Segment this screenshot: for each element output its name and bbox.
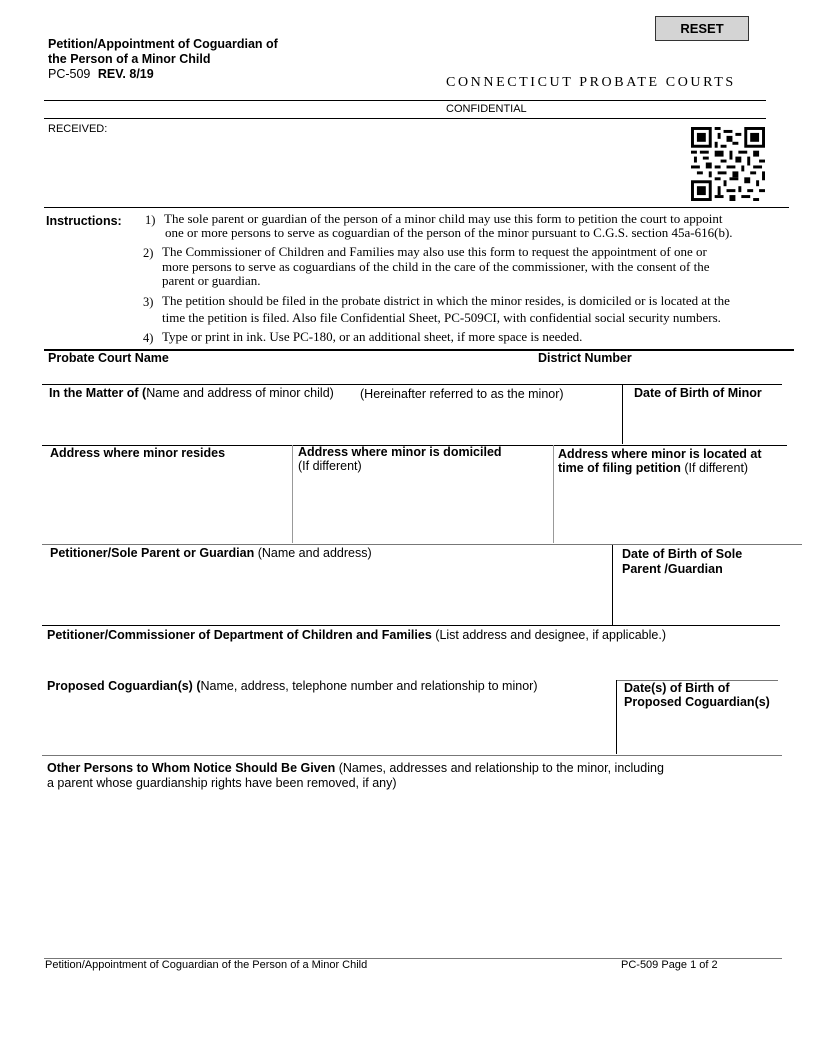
addr-located-field[interactable]	[556, 478, 796, 540]
qr-code	[690, 127, 766, 201]
addr-located-label-line1: Address where minor is located at	[558, 447, 762, 461]
dob-minor-label	[634, 386, 762, 401]
dob-parent-label-line2: Parent /Guardian	[622, 562, 723, 576]
address-divider-2	[553, 445, 554, 543]
notice-top-rule	[42, 755, 782, 756]
reset-button[interactable]: RESET	[655, 16, 749, 41]
dob-coguardian-field[interactable]	[620, 711, 780, 751]
addr-located-note: (If different)	[684, 461, 749, 475]
confidential-rule	[44, 118, 766, 119]
addr-domiciled-field[interactable]	[296, 478, 548, 540]
instruction-3-line2: time the petition is filed. Also file Confidential Sheet, PC-509CI, with confidential social security numbers.	[162, 310, 721, 325]
coguardian-field[interactable]	[46, 696, 610, 750]
petitioner-top-rule	[42, 544, 802, 545]
footer-title: Petition/Appointment of Coguardian of the Person of a Minor Child	[45, 959, 368, 971]
matter-note-2: (Hereinafter referred to as the minor)	[360, 387, 564, 401]
form-id	[48, 67, 154, 82]
coguardian-label-bold: Proposed Coguardian(s) (	[47, 679, 201, 693]
instruction-2-line3: parent or guardian.	[162, 273, 261, 288]
notice-note: (Names, addresses and relationship to the minor, including	[338, 761, 664, 775]
petitioner-note: (Name and address)	[257, 546, 372, 560]
form-title-line1: Petition/Appointment of Coguardian of	[48, 37, 278, 51]
probate-court-name-label: Probate Court Name	[48, 351, 169, 365]
instruction-number: 2)	[143, 246, 154, 260]
matter-note: Name and address of minor child)	[146, 386, 334, 400]
instruction-number: 1)	[145, 213, 156, 227]
petitioner-divider	[612, 545, 613, 625]
matter-label	[49, 386, 334, 401]
form-number: PC-509	[48, 67, 91, 81]
petitioner-field[interactable]	[46, 563, 606, 621]
notice-note-2: a parent whose guardianship rights have been removed, if any)	[47, 776, 397, 790]
district-number-label: District Number	[538, 351, 632, 365]
revision: REV. 8/19	[97, 67, 154, 81]
addr-resides-field[interactable]	[46, 464, 286, 540]
instruction-4-line1: Type or print in ink. Use PC-180, or an additional sheet, if more space is needed.	[162, 329, 583, 344]
probate-court-field[interactable]	[46, 366, 786, 384]
dob-parent-field[interactable]	[618, 579, 778, 621]
dob-parent-label-line1: Date of Birth of Sole	[622, 547, 743, 561]
notice-field[interactable]	[46, 795, 776, 950]
instruction-3-line1: The petition should be filed in the probate district in which the minor resides, is domiciled or is located at the	[162, 293, 730, 308]
dob-coguardian-label-line2: Proposed Coguardian(s)	[624, 695, 770, 709]
instruction-number: 3)	[143, 295, 154, 309]
matter-top-rule	[42, 384, 782, 385]
petitioner-label	[50, 546, 372, 561]
instructions-heading: Instructions:	[46, 214, 122, 228]
addr-resides-label: Address where minor resides	[50, 446, 226, 460]
court-name: CONNECTICUT PROBATE COURTS	[446, 75, 736, 90]
commissioner-label-bold: Petitioner/Commissioner of Department of Children and Families	[47, 628, 432, 642]
commissioner-top-rule	[42, 625, 780, 626]
address-divider-1	[292, 445, 293, 543]
coguardian-divider	[616, 680, 617, 754]
minor-name-address-field[interactable]	[46, 403, 618, 441]
received-label: RECEIVED:	[48, 123, 108, 135]
instructions-top-rule	[44, 207, 789, 208]
coguardian-label	[47, 679, 537, 694]
addr-located-label-line2	[558, 461, 748, 476]
dob-minor-label-b: of Minor	[712, 386, 762, 400]
dob-minor-label-a: Date of Birth	[634, 386, 713, 400]
dob-coguardian-label-line1: Date(s) of Birth of	[624, 681, 730, 695]
instruction-1-line2: one or more persons to serve as coguardian of the person of the minor pursuant to C.G.S. section 45a-616(b).	[165, 225, 733, 240]
addr-located-label-line2-text: time of filing petition	[558, 461, 681, 475]
addr-domiciled-note: (If different)	[298, 459, 362, 473]
instruction-2-line1: The Commissioner of Children and Families may also use this form to request the appointment of one or	[162, 244, 707, 259]
instruction-number: 4)	[143, 331, 154, 345]
footer-page: PC-509 Page 1 of 2	[621, 959, 718, 971]
notice-label	[47, 761, 664, 776]
commissioner-field[interactable]	[46, 645, 776, 673]
matter-label-bold: In the Matter of (	[49, 386, 147, 400]
petitioner-label-bold: Petitioner/Sole Parent or Guardian	[50, 546, 255, 560]
form-title-line2: the Person of a Minor Child	[48, 52, 211, 66]
commissioner-label	[47, 628, 666, 643]
instruction-2-line2: more persons to serve as coguardians of the child in the care of the commissioner, with the consent of the	[162, 259, 710, 274]
commissioner-note: (List address and designee, if applicable.)	[435, 628, 666, 642]
instruction-1-line1: The sole parent or guardian of the person of a minor child may use this form to petition the court to appoint	[164, 211, 723, 226]
matter-divider	[622, 384, 623, 444]
addr-domiciled-label: Address where minor is domiciled	[298, 445, 502, 459]
coguardian-note: Name, address, telephone number and relationship to minor)	[200, 679, 538, 693]
confidential-label: CONFIDENTIAL	[446, 103, 527, 115]
notice-label-bold: Other Persons to Whom Notice Should Be Given	[47, 761, 336, 775]
header-rule	[44, 100, 766, 101]
dob-minor-field[interactable]	[628, 403, 778, 441]
